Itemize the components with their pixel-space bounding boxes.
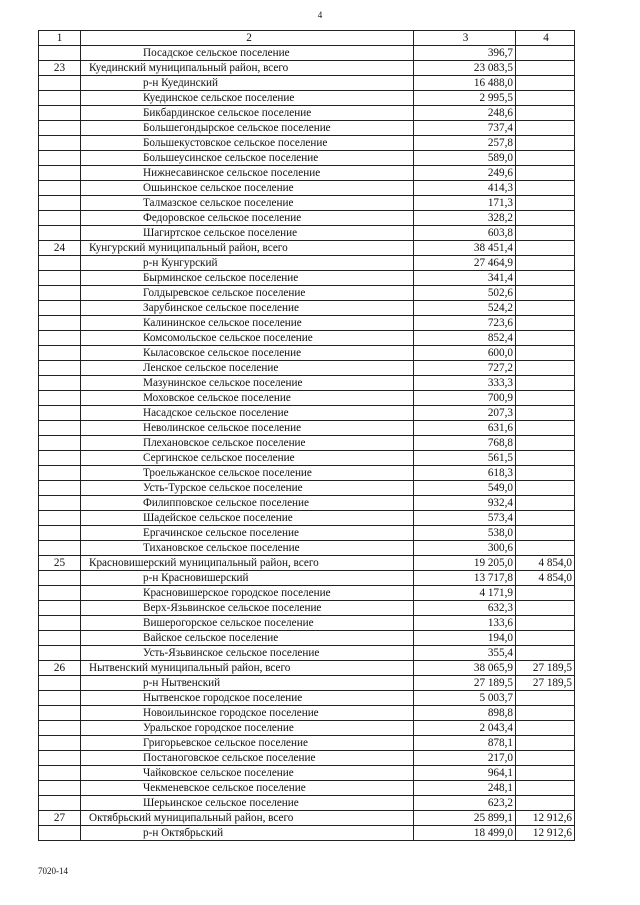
table-row (39, 811, 575, 826)
row-col4-cell (516, 466, 575, 481)
row-number-cell (39, 91, 81, 106)
row-col4-cell (516, 196, 575, 211)
row-number-cell (39, 586, 81, 601)
row-name-cell: Вишерогорское сельское поселение (81, 616, 414, 631)
row-number-cell (39, 676, 81, 691)
row-col4-cell (516, 601, 575, 616)
row-name-cell: Кыласовское сельское поселение (81, 346, 414, 361)
row-col4-cell (516, 76, 575, 91)
row-number-cell (39, 421, 81, 436)
row-col3-cell: 414,3 (414, 181, 516, 196)
table-row (39, 436, 575, 451)
row-name-cell: Посадское сельское поселение (81, 46, 414, 61)
row-number-cell (39, 721, 81, 736)
row-name-cell: Шагиртское сельское поселение (81, 226, 414, 241)
table-row (39, 421, 575, 436)
row-name-cell: Калининское сельское поселение (81, 316, 414, 331)
row-col4-cell (516, 361, 575, 376)
row-name-cell: Нытвенское городское поселение (81, 691, 414, 706)
row-col4-cell (516, 46, 575, 61)
row-col3-cell: 589,0 (414, 151, 516, 166)
table-row (39, 571, 575, 586)
table-row (39, 556, 575, 571)
row-col3-cell: 737,4 (414, 121, 516, 136)
table-row (39, 226, 575, 241)
row-number-cell (39, 466, 81, 481)
table-row (39, 451, 575, 466)
table-row (39, 691, 575, 706)
row-col4-cell (516, 226, 575, 241)
row-name-cell: Троельжанское сельское поселение (81, 466, 414, 481)
table-row (39, 361, 575, 376)
budget-table (38, 30, 575, 841)
row-number-cell: 23 (39, 61, 81, 76)
row-col4-cell (516, 436, 575, 451)
row-name-cell: Усть-Язьвинское сельское поселение (81, 646, 414, 661)
table-row (39, 271, 575, 286)
row-number-cell (39, 346, 81, 361)
row-number-cell (39, 616, 81, 631)
row-number-cell (39, 121, 81, 136)
row-col3-cell: 603,8 (414, 226, 516, 241)
row-number-cell (39, 781, 81, 796)
table-row (39, 826, 575, 841)
table-row (39, 76, 575, 91)
row-number-cell (39, 166, 81, 181)
row-number-cell (39, 736, 81, 751)
row-col4-cell (516, 211, 575, 226)
table-row (39, 526, 575, 541)
row-col4-cell (516, 391, 575, 406)
row-number-cell (39, 541, 81, 556)
table-row (39, 466, 575, 481)
row-name-cell: р-н Октябрьский (81, 826, 414, 841)
table-row (39, 181, 575, 196)
table-row (39, 136, 575, 151)
row-name-cell: Насадское сельское поселение (81, 406, 414, 421)
row-number-cell (39, 301, 81, 316)
table-row (39, 661, 575, 676)
row-number-cell (39, 451, 81, 466)
row-col3-cell: 27 189,5 (414, 676, 516, 691)
row-col4-cell (516, 526, 575, 541)
row-col4-cell (516, 121, 575, 136)
row-col4-cell (516, 451, 575, 466)
row-col4-cell (516, 406, 575, 421)
table-row (39, 46, 575, 61)
row-col3-cell: 19 205,0 (414, 556, 516, 571)
row-col3-cell: 18 499,0 (414, 826, 516, 841)
row-col3-cell: 207,3 (414, 406, 516, 421)
row-col3-cell: 852,4 (414, 331, 516, 346)
row-number-cell (39, 766, 81, 781)
row-name-cell: Зарубинское сельское поселение (81, 301, 414, 316)
table-row (39, 616, 575, 631)
table-row (39, 106, 575, 121)
row-col3-cell: 25 899,1 (414, 811, 516, 826)
row-name-cell: Куединское сельское поселение (81, 91, 414, 106)
row-name-cell: Ленское сельское поселение (81, 361, 414, 376)
table-row (39, 721, 575, 736)
table-row (39, 796, 575, 811)
header-cell-1: 1 (39, 31, 81, 46)
row-number-cell (39, 706, 81, 721)
row-number-cell (39, 796, 81, 811)
row-col3-cell: 194,0 (414, 631, 516, 646)
table-row (39, 706, 575, 721)
row-col3-cell: 600,0 (414, 346, 516, 361)
row-number-cell (39, 151, 81, 166)
header-cell-2: 2 (81, 31, 414, 46)
row-col3-cell: 618,3 (414, 466, 516, 481)
row-number-cell (39, 646, 81, 661)
row-number-cell (39, 376, 81, 391)
row-col4-cell (516, 781, 575, 796)
row-col3-cell: 300,6 (414, 541, 516, 556)
row-name-cell: Чекменевское сельское поселение (81, 781, 414, 796)
row-col4-cell (516, 541, 575, 556)
row-number-cell (39, 631, 81, 646)
row-col3-cell: 5 003,7 (414, 691, 516, 706)
row-col3-cell: 768,8 (414, 436, 516, 451)
row-number-cell: 27 (39, 811, 81, 826)
row-name-cell: Куединский муниципальный район, всего (81, 61, 414, 76)
row-number-cell (39, 526, 81, 541)
row-col3-cell: 4 171,9 (414, 586, 516, 601)
row-col4-cell: 27 189,5 (516, 676, 575, 691)
row-name-cell: Кунгурский муниципальный район, всего (81, 241, 414, 256)
row-col3-cell: 502,6 (414, 286, 516, 301)
row-col4-cell (516, 766, 575, 781)
row-col3-cell: 573,4 (414, 511, 516, 526)
row-name-cell: Филипповское сельское поселение (81, 496, 414, 511)
row-name-cell: Новоильинское городское поселение (81, 706, 414, 721)
row-col4-cell (516, 376, 575, 391)
row-col3-cell: 2 043,4 (414, 721, 516, 736)
row-name-cell: Усть-Турское сельское поселение (81, 481, 414, 496)
table-row (39, 586, 575, 601)
table-row (39, 331, 575, 346)
row-name-cell: р-н Нытвенский (81, 676, 414, 691)
row-number-cell (39, 511, 81, 526)
table-row (39, 61, 575, 76)
row-number-cell (39, 406, 81, 421)
table-row (39, 646, 575, 661)
row-col3-cell: 257,8 (414, 136, 516, 151)
row-col4-cell (516, 616, 575, 631)
row-name-cell: Постаноговское сельское поселение (81, 751, 414, 766)
row-col3-cell: 341,4 (414, 271, 516, 286)
row-name-cell: Мазунинское сельское поселение (81, 376, 414, 391)
row-col3-cell: 538,0 (414, 526, 516, 541)
row-number-cell (39, 601, 81, 616)
row-name-cell: Федоровское сельское поселение (81, 211, 414, 226)
row-number-cell: 25 (39, 556, 81, 571)
row-col3-cell: 524,2 (414, 301, 516, 316)
row-number-cell (39, 826, 81, 841)
table-header-row (39, 31, 575, 46)
row-col4-cell (516, 331, 575, 346)
row-col3-cell: 631,6 (414, 421, 516, 436)
row-col4-cell (516, 166, 575, 181)
row-number-cell (39, 571, 81, 586)
row-name-cell: Большегондырское сельское поселение (81, 121, 414, 136)
row-col3-cell: 248,6 (414, 106, 516, 121)
row-col4-cell: 4 854,0 (516, 556, 575, 571)
row-name-cell: Моховское сельское поселение (81, 391, 414, 406)
header-cell-3: 3 (414, 31, 516, 46)
row-col4-cell (516, 586, 575, 601)
table-row (39, 121, 575, 136)
row-number-cell (39, 106, 81, 121)
row-number-cell: 26 (39, 661, 81, 676)
row-col4-cell (516, 346, 575, 361)
row-col4-cell: 12 912,6 (516, 826, 575, 841)
row-name-cell: Уральское городское поселение (81, 721, 414, 736)
row-col3-cell: 898,8 (414, 706, 516, 721)
row-name-cell: Верх-Язьвинское сельское поселение (81, 601, 414, 616)
row-col3-cell: 561,5 (414, 451, 516, 466)
row-name-cell: Ергачинское сельское поселение (81, 526, 414, 541)
row-name-cell: Голдыревское сельское поселение (81, 286, 414, 301)
row-col3-cell: 249,6 (414, 166, 516, 181)
row-name-cell: Плехановское сельское поселение (81, 436, 414, 451)
row-col4-cell (516, 646, 575, 661)
row-number-cell (39, 46, 81, 61)
row-col3-cell: 23 083,5 (414, 61, 516, 76)
row-number-cell (39, 256, 81, 271)
row-name-cell: Шадейское сельское поселение (81, 511, 414, 526)
row-col4-cell (516, 481, 575, 496)
row-col4-cell: 4 854,0 (516, 571, 575, 586)
row-number-cell (39, 751, 81, 766)
table-row (39, 301, 575, 316)
table-row (39, 166, 575, 181)
table-row (39, 196, 575, 211)
row-col3-cell: 328,2 (414, 211, 516, 226)
row-col4-cell: 27 189,5 (516, 661, 575, 676)
row-col4-cell (516, 736, 575, 751)
table-row (39, 346, 575, 361)
table-row (39, 751, 575, 766)
row-number-cell (39, 226, 81, 241)
table-row (39, 541, 575, 556)
row-col4-cell (516, 691, 575, 706)
row-number-cell (39, 496, 81, 511)
row-col4-cell (516, 91, 575, 106)
row-col3-cell: 727,2 (414, 361, 516, 376)
row-col3-cell: 27 464,9 (414, 256, 516, 271)
row-name-cell: Нытвенский муниципальный район, всего (81, 661, 414, 676)
table-row (39, 481, 575, 496)
row-col3-cell: 248,1 (414, 781, 516, 796)
row-col4-cell (516, 301, 575, 316)
row-name-cell: Большеусинское сельское поселение (81, 151, 414, 166)
row-col3-cell: 2 995,5 (414, 91, 516, 106)
row-col3-cell: 333,3 (414, 376, 516, 391)
row-col4-cell (516, 256, 575, 271)
row-col4-cell (516, 496, 575, 511)
row-col4-cell: 12 912,6 (516, 811, 575, 826)
row-name-cell: р-н Кунгурский (81, 256, 414, 271)
row-number-cell: 24 (39, 241, 81, 256)
table-row (39, 766, 575, 781)
table-row (39, 211, 575, 226)
row-col4-cell (516, 136, 575, 151)
table-row (39, 631, 575, 646)
row-name-cell: Бикбардинское сельское поселение (81, 106, 414, 121)
row-name-cell: Сергинское сельское поселение (81, 451, 414, 466)
row-col4-cell (516, 796, 575, 811)
row-name-cell: Талмазское сельское поселение (81, 196, 414, 211)
table-row (39, 241, 575, 256)
row-number-cell (39, 361, 81, 376)
row-col4-cell (516, 151, 575, 166)
row-number-cell (39, 136, 81, 151)
row-name-cell: Чайковское сельское поселение (81, 766, 414, 781)
row-number-cell (39, 181, 81, 196)
row-name-cell: Вайское сельское поселение (81, 631, 414, 646)
row-col4-cell (516, 631, 575, 646)
row-name-cell: Шерьинское сельское поселение (81, 796, 414, 811)
row-col3-cell: 549,0 (414, 481, 516, 496)
row-col4-cell (516, 61, 575, 76)
row-col3-cell: 723,6 (414, 316, 516, 331)
row-col4-cell (516, 751, 575, 766)
row-col3-cell: 171,3 (414, 196, 516, 211)
row-name-cell: р-н Куединский (81, 76, 414, 91)
row-number-cell (39, 481, 81, 496)
document-code: 7020-14 (38, 866, 68, 876)
row-name-cell: р-н Красновишерский (81, 571, 414, 586)
table-row (39, 511, 575, 526)
row-col3-cell: 13 717,8 (414, 571, 516, 586)
table-row (39, 406, 575, 421)
row-col3-cell: 355,4 (414, 646, 516, 661)
row-col3-cell: 396,7 (414, 46, 516, 61)
table-row (39, 286, 575, 301)
row-col4-cell (516, 106, 575, 121)
header-cell-4: 4 (516, 31, 575, 46)
row-number-cell (39, 691, 81, 706)
row-name-cell: Нижнесавинское сельское поселение (81, 166, 414, 181)
row-col3-cell: 878,1 (414, 736, 516, 751)
table-row (39, 391, 575, 406)
row-number-cell (39, 211, 81, 226)
row-number-cell (39, 271, 81, 286)
page-number: 4 (317, 10, 323, 20)
table-row (39, 781, 575, 796)
row-col3-cell: 217,0 (414, 751, 516, 766)
table-row (39, 736, 575, 751)
row-number-cell (39, 76, 81, 91)
row-number-cell (39, 391, 81, 406)
row-number-cell (39, 331, 81, 346)
row-col3-cell: 964,1 (414, 766, 516, 781)
table-row (39, 376, 575, 391)
row-col3-cell: 700,9 (414, 391, 516, 406)
row-number-cell (39, 196, 81, 211)
row-col4-cell (516, 511, 575, 526)
table-row (39, 91, 575, 106)
row-number-cell (39, 316, 81, 331)
row-name-cell: Красновишерское городское поселение (81, 586, 414, 601)
row-col4-cell (516, 316, 575, 331)
row-col3-cell: 632,3 (414, 601, 516, 616)
table-row (39, 256, 575, 271)
row-col4-cell (516, 271, 575, 286)
row-col3-cell: 133,6 (414, 616, 516, 631)
row-name-cell: Григорьевское сельское поселение (81, 736, 414, 751)
row-col4-cell (516, 181, 575, 196)
row-number-cell (39, 436, 81, 451)
row-name-cell: Большекустовское сельское поселение (81, 136, 414, 151)
row-col3-cell: 932,4 (414, 496, 516, 511)
table-row (39, 151, 575, 166)
row-number-cell (39, 286, 81, 301)
row-col4-cell (516, 706, 575, 721)
table-row (39, 496, 575, 511)
table-row (39, 316, 575, 331)
row-col3-cell: 38 065,9 (414, 661, 516, 676)
row-name-cell: Октябрьский муниципальный район, всего (81, 811, 414, 826)
row-name-cell: Бырминское сельское поселение (81, 271, 414, 286)
row-col3-cell: 38 451,4 (414, 241, 516, 256)
row-col4-cell (516, 286, 575, 301)
row-col4-cell (516, 721, 575, 736)
row-col4-cell (516, 421, 575, 436)
row-name-cell: Ошьинское сельское поселение (81, 181, 414, 196)
table-row (39, 601, 575, 616)
table-row (39, 676, 575, 691)
row-name-cell: Тихановское сельское поселение (81, 541, 414, 556)
row-name-cell: Неволинское сельское поселение (81, 421, 414, 436)
row-name-cell: Комсомольское сельское поселение (81, 331, 414, 346)
row-col4-cell (516, 241, 575, 256)
row-col3-cell: 623,2 (414, 796, 516, 811)
row-name-cell: Красновишерский муниципальный район, всего (81, 556, 414, 571)
row-col3-cell: 16 488,0 (414, 76, 516, 91)
